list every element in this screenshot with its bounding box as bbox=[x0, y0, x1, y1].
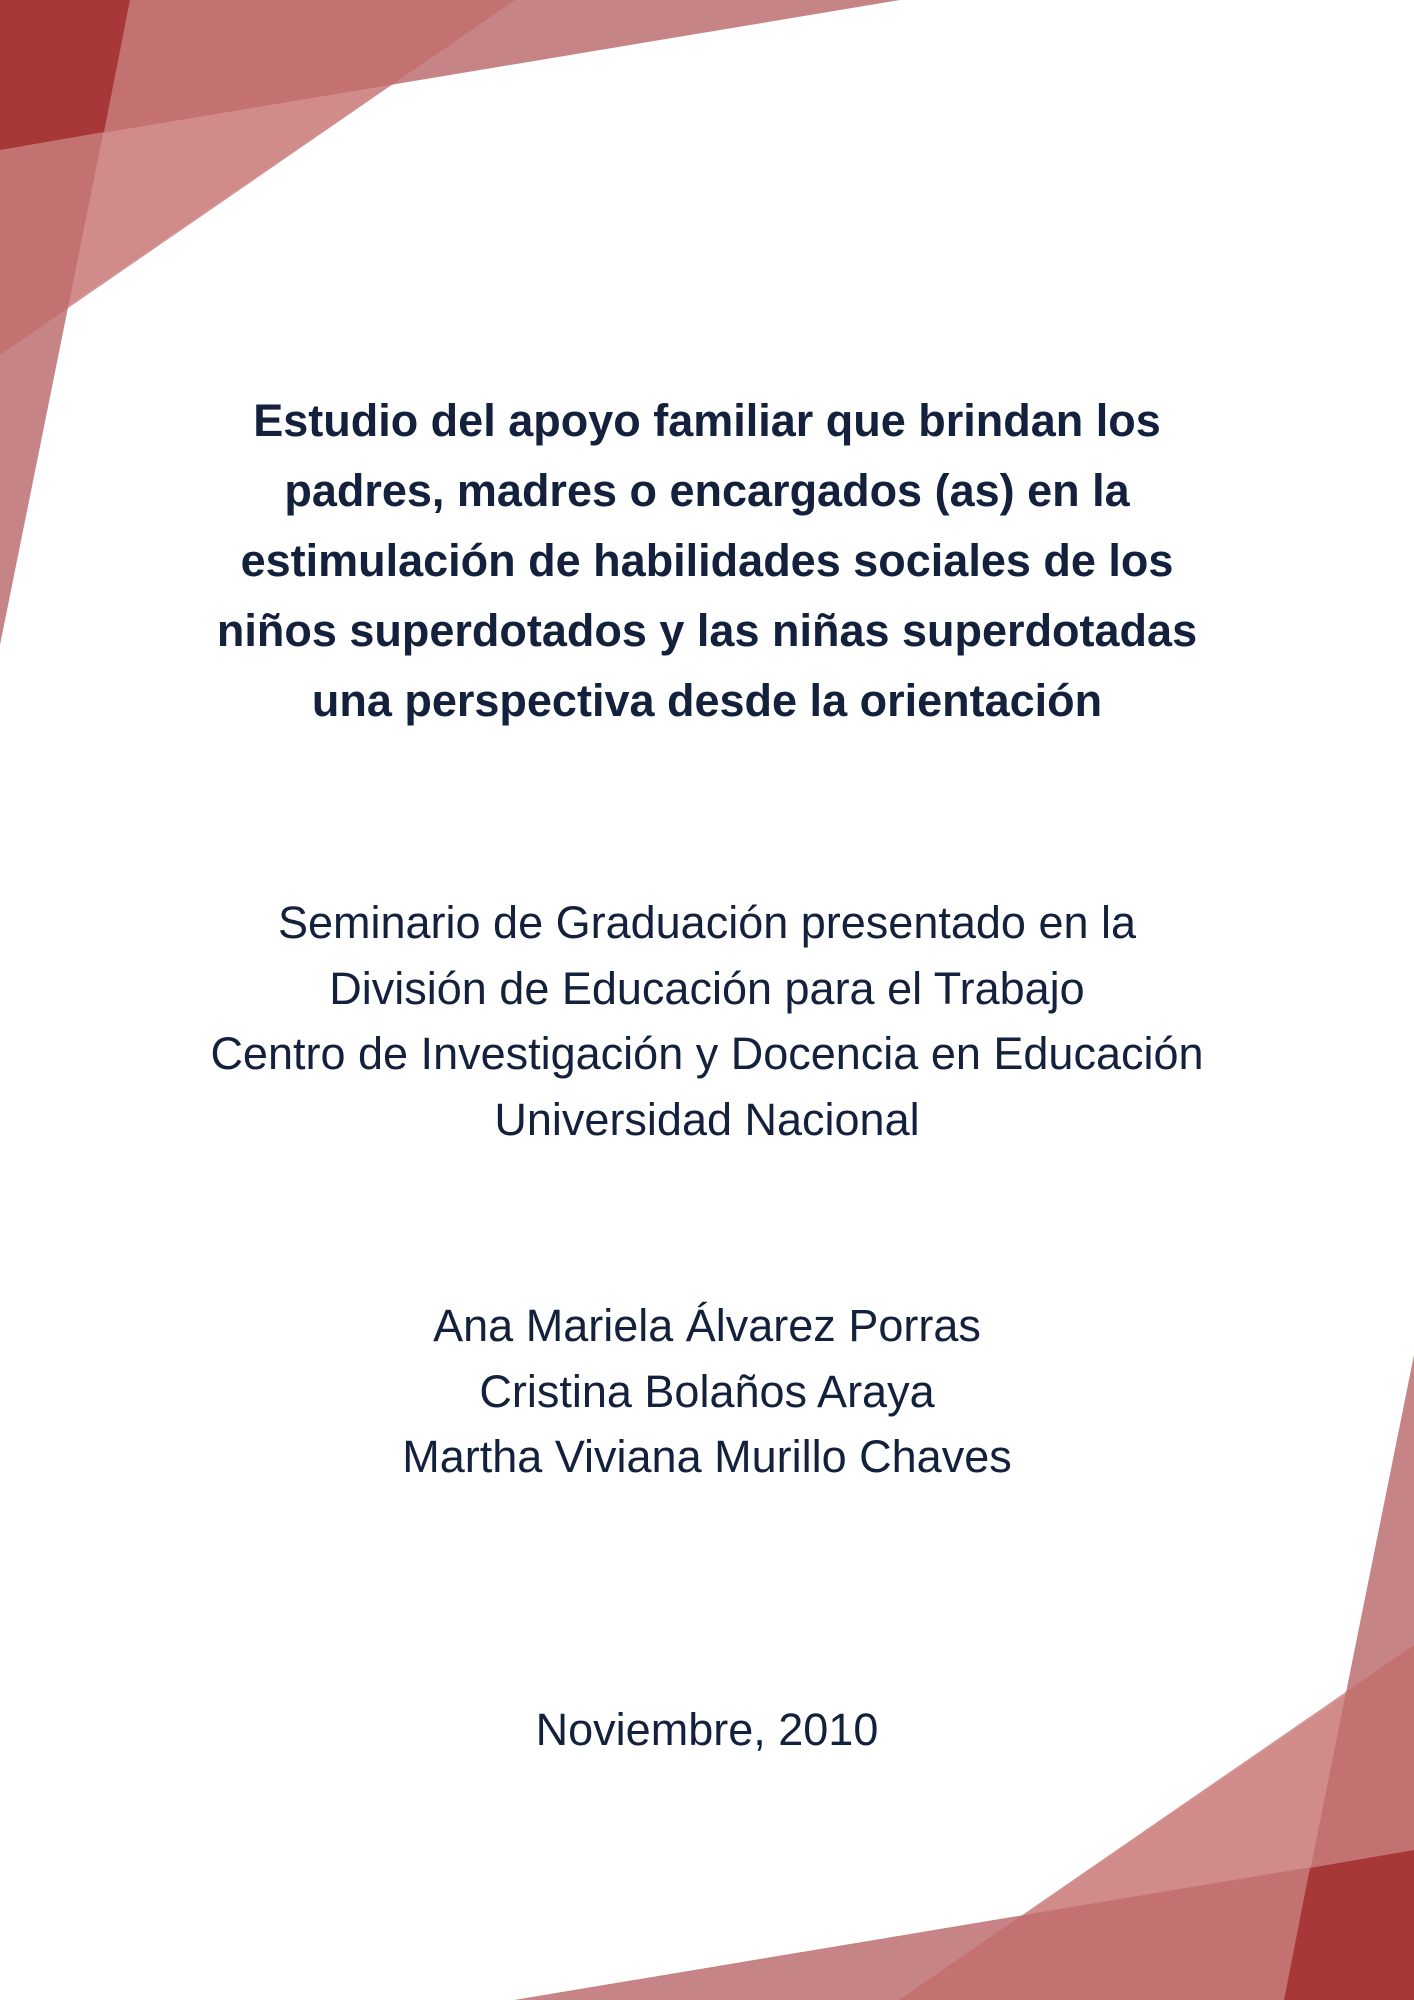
deco-top-upper-strip bbox=[0, 0, 900, 150]
institution-line-3: Centro de Investigación y Docencia en Educación bbox=[210, 1028, 1204, 1079]
title-line-3: estimulación de habilidades sociales de los bbox=[240, 535, 1174, 586]
title-line-1: Estudio del apoyo familiar que brindan los bbox=[253, 395, 1161, 446]
institution-line-2: División de Educación para el Trabajo bbox=[329, 962, 1085, 1014]
institution-line-1: Seminario de Graduación presentado en la bbox=[277, 897, 1137, 948]
title-line-4: niños superdotados y las niñas superdotadas bbox=[216, 605, 1198, 656]
deco-bottom-lower-strip bbox=[514, 1850, 1414, 2000]
date-section bbox=[0, 1697, 1414, 1762]
institution-info bbox=[0, 890, 1414, 1152]
institution-line-4: Universidad Nacional bbox=[494, 1093, 920, 1145]
title-line-5: una perspectiva desde la orientación bbox=[311, 675, 1103, 726]
publication-date: Noviembre, 2010 bbox=[535, 1704, 879, 1755]
authors-list bbox=[0, 1293, 1414, 1490]
author-name-3: Martha Viviana Murillo Chaves bbox=[402, 1431, 1012, 1482]
deco-top-light-band bbox=[0, 0, 515, 355]
thesis-title bbox=[0, 386, 1414, 736]
deco-top-corner bbox=[0, 0, 130, 150]
deco-bottom-corner bbox=[1284, 1850, 1414, 2000]
deco-top-mid-triangle bbox=[0, 0, 515, 355]
title-line-2: padres, madres o encargados (as) en la bbox=[284, 465, 1130, 516]
author-name-1: Ana Mariela Álvarez Porras bbox=[433, 1300, 981, 1351]
author-name-2: Cristina Bolaños Araya bbox=[479, 1365, 935, 1417]
